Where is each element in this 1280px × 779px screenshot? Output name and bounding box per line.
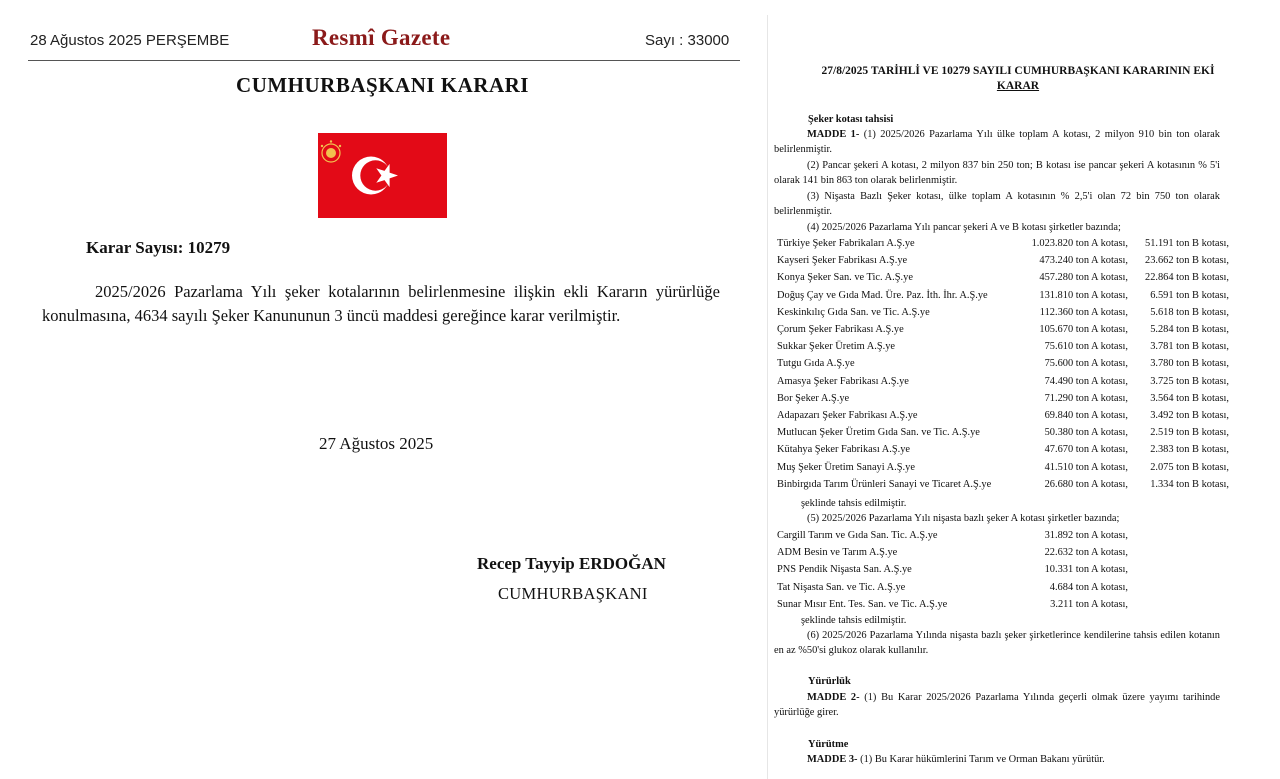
table-row: [777, 322, 1227, 339]
a-quota: 131.810 ton A kotası,: [1039, 289, 1128, 301]
table-row: [777, 374, 1227, 391]
a-quota: 75.600 ton A kotası,: [1044, 358, 1128, 370]
company-name: Mutlucan Şeker Üretim Gıda San. ve Tic. A.Ş.ye: [777, 427, 980, 439]
table-row: [777, 477, 1227, 494]
a-quota: 31.892 ton A kotası,: [1044, 530, 1128, 541]
document-title: CUMHURBAŞKANI KARARI: [236, 73, 529, 97]
b-quota: 6.591 ton B kotası,: [1150, 289, 1229, 301]
b-quota: 23.662 ton B kotası,: [1145, 255, 1229, 267]
article-1-para-2: (2) Pancar şekeri A kotası, 2 milyon 837 bin 250 ton; B kotası ise pancar şekeri A kotasının % 5'i olarak 141 bin 863 ton olarak belirlenmiştir.: [774, 160, 1220, 187]
section-title-execution: Yürütme: [808, 739, 849, 750]
article-1-para-6: (6) 2025/2026 Pazarlama Yılında nişasta bazlı şeker şirketlerince kendilerine tahsis edilen kotanın en az %50'si glukoz olarak kullanılır.: [774, 630, 1220, 657]
company-name: Türkiye Şeker Fabrikaları A.Ş.ye: [777, 238, 915, 249]
company-name: Cargill Tarım ve Gıda San. Tic. A.Ş.ye: [777, 530, 938, 541]
article-3-text: (1) Bu Karar hükümlerini Tarım ve Orman Bakanı yürütür.: [860, 754, 1105, 765]
starch-quota-table: [768, 528, 1280, 616]
article-2: [774, 690, 1220, 720]
a-quota: 112.360 ton A kotası,: [1039, 306, 1128, 318]
table-row: [777, 356, 1227, 373]
a-quota: 26.680 ton A kotası,: [1044, 478, 1128, 490]
company-name: Adapazarı Şeker Fabrikası A.Ş.ye: [777, 410, 918, 421]
company-name: Muş Şeker Üretim Sanayi A.Ş.ye: [777, 461, 915, 473]
table-row: [777, 597, 1227, 614]
company-name: Konya Şeker San. ve Tic. A.Ş.ye: [777, 272, 913, 284]
gazette-page-left: [0, 0, 765, 622]
a-quota: 105.670 ton A kotası,: [1039, 324, 1128, 335]
b-quota: 5.618 ton B kotası,: [1150, 306, 1229, 318]
starch-closing: şeklinde tahsis edilmiştir.: [801, 615, 907, 626]
b-quota: 3.564 ton B kotası,: [1150, 392, 1229, 404]
table-row: [777, 339, 1227, 356]
table-row: [777, 270, 1227, 287]
b-quota: 51.191 ton B kotası,: [1145, 238, 1229, 249]
table-row: [777, 425, 1227, 442]
annex-heading: [808, 64, 1228, 94]
company-name: Bor Şeker A.Ş.ye: [777, 392, 850, 404]
article-1-para-3: (3) Nişasta Bazlı Şeker kotası, ülke toplam A kotasının % 2,5'i olan 72 bin 750 ton olarak belirlenmiştir.: [774, 191, 1220, 218]
beet-quota-table: [768, 236, 1280, 496]
company-name: Kayseri Şeker Fabrikası A.Ş.ye: [777, 255, 908, 267]
company-name: PNS Pendik Nişasta San. A.Ş.ye: [777, 564, 912, 576]
annex-heading-line1: 27/8/2025 TARİHLİ VE 10279 SAYILI CUMHURBAŞKANI KARARININ EKİ: [821, 65, 1215, 77]
article-2-label: MADDE 2-: [807, 692, 860, 703]
a-quota: 75.610 ton A kotası,: [1044, 341, 1128, 353]
table-row: [777, 580, 1227, 597]
company-name: ADM Besin ve Tarım A.Ş.ye: [777, 547, 898, 559]
decision-number: Karar Sayısı: 10279: [86, 238, 231, 257]
signer-name: Recep Tayyip ERDOĞAN: [477, 554, 666, 573]
article-1-para-1: [774, 127, 1220, 157]
b-quota: 2.075 ton B kotası,: [1150, 461, 1229, 473]
header-rule: [28, 60, 740, 61]
decision-body: 2025/2026 Pazarlama Yılı şeker kotalarının belirlenmesine ilişkin ekli Kararın yürürlüğe konulmasına, 4634 sayılı Şeker Kanununun 3 üncü maddesi gereğince karar verilmiştir.: [42, 282, 720, 325]
article-2-text: (1) Bu Karar 2025/2026 Pazarlama Yılında geçerli olmak üzere yayımı tarihinde yürürlüğe girer.: [774, 692, 1220, 719]
company-name: Sukkar Şeker Üretim A.Ş.ye: [777, 341, 896, 353]
company-name: Tutgu Gıda A.Ş.ye: [777, 358, 855, 370]
company-name: Keskinkılıç Gıda San. ve Tic. A.Ş.ye: [777, 306, 930, 318]
a-quota: 50.380 ton A kotası,: [1044, 427, 1128, 439]
article-3-label: MADDE 3-: [807, 754, 858, 765]
a-quota: 3.211 ton A kotası,: [1050, 598, 1128, 610]
a-quota: 69.840 ton A kotası,: [1044, 410, 1128, 421]
beet-closing: şeklinde tahsis edilmiştir.: [801, 498, 907, 509]
table-row: [777, 408, 1227, 425]
company-name: Sunar Mısır Ent. Tes. San. ve Tic. A.Ş.ye: [777, 598, 948, 610]
article-1-para-5: (5) 2025/2026 Pazarlama Yılı nişasta bazlı şeker A kotası şirketler bazında;: [807, 513, 1120, 524]
section-title-quota: Şeker kotası tahsisi: [808, 114, 894, 125]
article-1-para-1-text: (1) 2025/2026 Pazarlama Yılı ülke toplam A kotası, 2 milyon 910 bin ton olarak belirlenmiştir.: [774, 129, 1220, 156]
a-quota: 473.240 ton A kotası,: [1039, 255, 1128, 267]
decision-date: 27 Ağustos 2025: [319, 434, 434, 453]
b-quota: 3.725 ton B kotası,: [1150, 375, 1229, 387]
b-quota: 3.780 ton B kotası,: [1150, 358, 1229, 370]
b-quota: 22.864 ton B kotası,: [1145, 272, 1229, 284]
company-name: Çorum Şeker Fabrikası A.Ş.ye: [777, 324, 904, 335]
b-quota: 1.334 ton B kotası,: [1150, 478, 1229, 490]
table-row: [777, 391, 1227, 408]
a-quota: 4.684 ton A kotası,: [1049, 581, 1128, 593]
a-quota: 47.670 ton A kotası,: [1044, 444, 1128, 456]
gazette-date: 28 Ağustos 2025 PERŞEMBE: [30, 32, 230, 49]
a-quota: 10.331 ton A kotası,: [1044, 564, 1128, 576]
b-quota: 3.492 ton B kotası,: [1150, 410, 1229, 421]
table-row: [777, 236, 1227, 253]
table-row: [777, 305, 1227, 322]
turkish-flag-icon: [318, 133, 447, 218]
a-quota: 1.023.820 ton A kotası,: [1031, 238, 1128, 249]
table-row: [777, 442, 1227, 459]
b-quota: 2.383 ton B kotası,: [1150, 444, 1229, 456]
b-quota: 3.781 ton B kotası,: [1150, 341, 1229, 353]
b-quota: 5.284 ton B kotası,: [1150, 324, 1229, 335]
a-quota: 457.280 ton A kotası,: [1039, 272, 1128, 284]
company-name: Amasya Şeker Fabrikası A.Ş.ye: [777, 375, 909, 387]
annex-heading-karar: KARAR: [996, 80, 1040, 92]
a-quota: 71.290 ton A kotası,: [1044, 392, 1128, 404]
table-row: [777, 562, 1227, 579]
a-quota: 41.510 ton A kotası,: [1044, 461, 1128, 473]
table-row: [777, 528, 1227, 545]
company-name: Kütahya Şeker Fabrikası A.Ş.ye: [777, 444, 911, 456]
a-quota: 74.490 ton A kotası,: [1044, 375, 1128, 387]
company-name: Binbirgıda Tarım Ürünleri Sanayi ve Ticaret A.Ş.ye: [777, 478, 992, 490]
signer-title: CUMHURBAŞKANI: [498, 584, 648, 603]
gazette-name: Resmî Gazete: [312, 25, 451, 50]
section-title-effectiveness: Yürürlük: [808, 676, 851, 687]
article-3: [774, 752, 1220, 767]
b-quota: 2.519 ton B kotası,: [1150, 427, 1229, 439]
company-name: Tat Nişasta San. ve Tic. A.Ş.ye: [777, 581, 906, 593]
gazette-issue-number: Sayı : 33000: [645, 32, 730, 49]
table-row: [777, 460, 1227, 477]
article-1-label: MADDE 1-: [807, 129, 860, 140]
annex-page-right: [768, 0, 1280, 779]
table-row: [777, 253, 1227, 270]
company-name: Doğuş Çay ve Gıda Mad. Üre. Paz. İth. İhr. A.Ş.ye: [777, 289, 988, 301]
a-quota: 22.632 ton A kotası,: [1044, 547, 1128, 559]
table-row: [777, 545, 1227, 562]
table-row: [777, 288, 1227, 305]
article-1-para-4: (4) 2025/2026 Pazarlama Yılı pancar şekeri A ve B kotası şirketler bazında;: [807, 222, 1121, 233]
